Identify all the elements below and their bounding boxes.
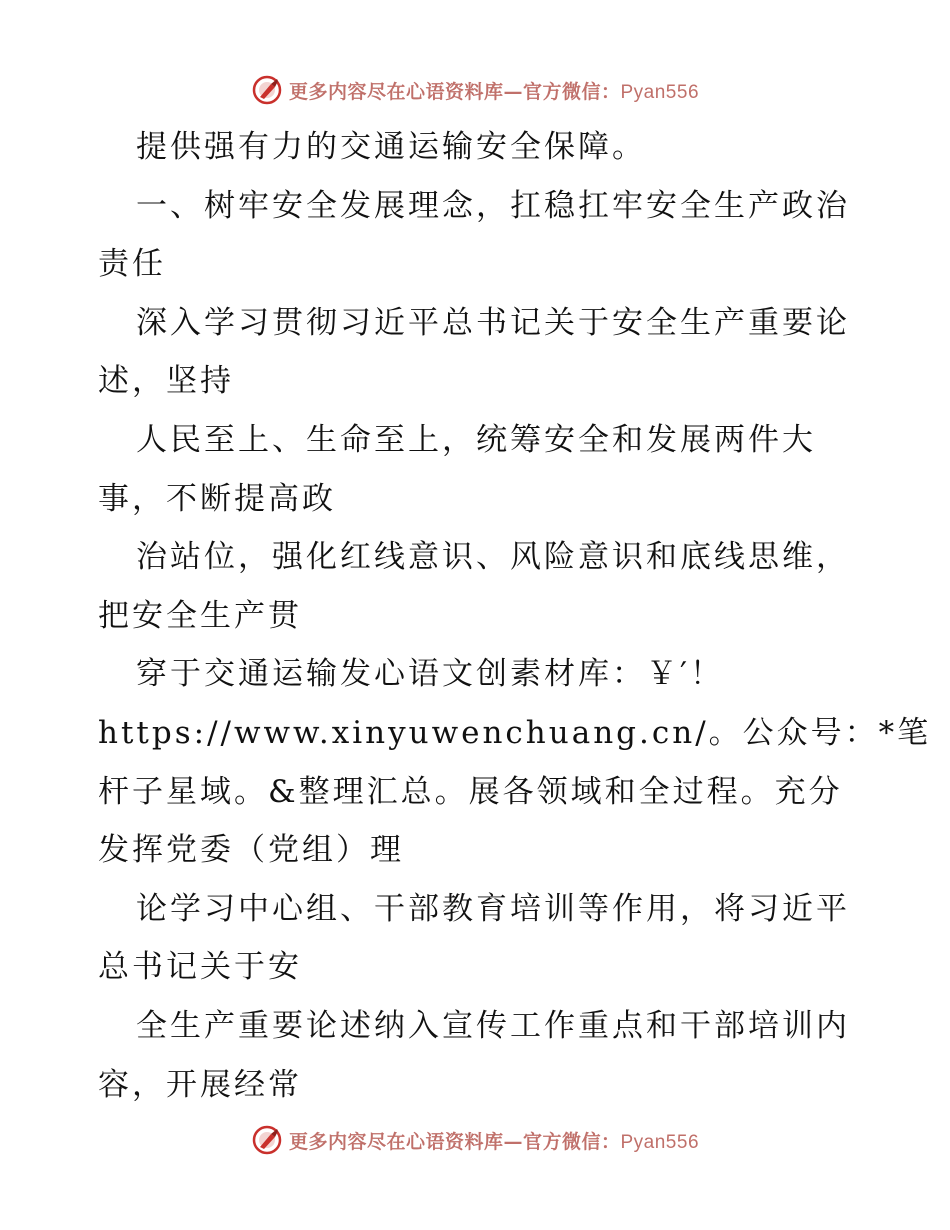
text-line: 杆子星域。&整理汇总。展各领域和全过程。充分 bbox=[98, 773, 843, 810]
footer-watermark-banner bbox=[0, 1120, 950, 1160]
text-line: 人民至上、生命至上，统筹安全和发展两件大 bbox=[136, 421, 816, 458]
watermark-text-cn: 更多内容尽在心语资料库—官方微信： bbox=[288, 80, 621, 103]
watermark-wechat-id: Pyan556 bbox=[620, 1131, 700, 1153]
header-watermark-banner bbox=[0, 70, 950, 110]
watermark-text-cn: 更多内容尽在心语资料库—官方微信： bbox=[288, 1130, 621, 1153]
text-line: 发挥党委（党组）理 bbox=[98, 832, 404, 869]
text-line: 总书记关于安 bbox=[98, 949, 302, 986]
text-line: 把安全生产贯 bbox=[98, 597, 302, 634]
document-body bbox=[98, 118, 932, 1114]
text-line: 提供强有力的交通运输安全保障。 bbox=[136, 129, 646, 165]
pen-nib-logo-icon bbox=[251, 1124, 283, 1156]
text-line: 容，开展经常 bbox=[98, 1066, 302, 1103]
watermark-wechat-id: Pyan556 bbox=[620, 81, 700, 103]
text-line: 全生产重要论述纳入宣传工作重点和干部培训内 bbox=[136, 1007, 850, 1044]
pen-nib-logo-icon bbox=[251, 74, 283, 106]
section-heading-line: 责任 bbox=[98, 246, 166, 283]
text-line: 述，坚持 bbox=[98, 363, 234, 400]
watermark-text bbox=[289, 1127, 699, 1154]
text-line: 穿于交通运输发心语文创素材库：￥′！ bbox=[136, 656, 725, 693]
text-line: 事，不断提高政 bbox=[98, 480, 336, 517]
text-line: 治站位，强化红线意识、风险意识和底线思维， bbox=[136, 539, 850, 576]
watermark-text bbox=[289, 77, 699, 104]
section-heading-line: 一、树牢安全发展理念，扛稳扛牢安全生产政治 bbox=[136, 187, 850, 224]
text-line: 深入学习贯彻习近平总书记关于安全生产重要论 bbox=[136, 304, 850, 341]
text-line-url: https://www.xinyuwenchuang.cn/。公众号：*笔 bbox=[98, 714, 932, 751]
text-line: 论学习中心组、干部教育培训等作用，将习近平 bbox=[136, 890, 850, 927]
